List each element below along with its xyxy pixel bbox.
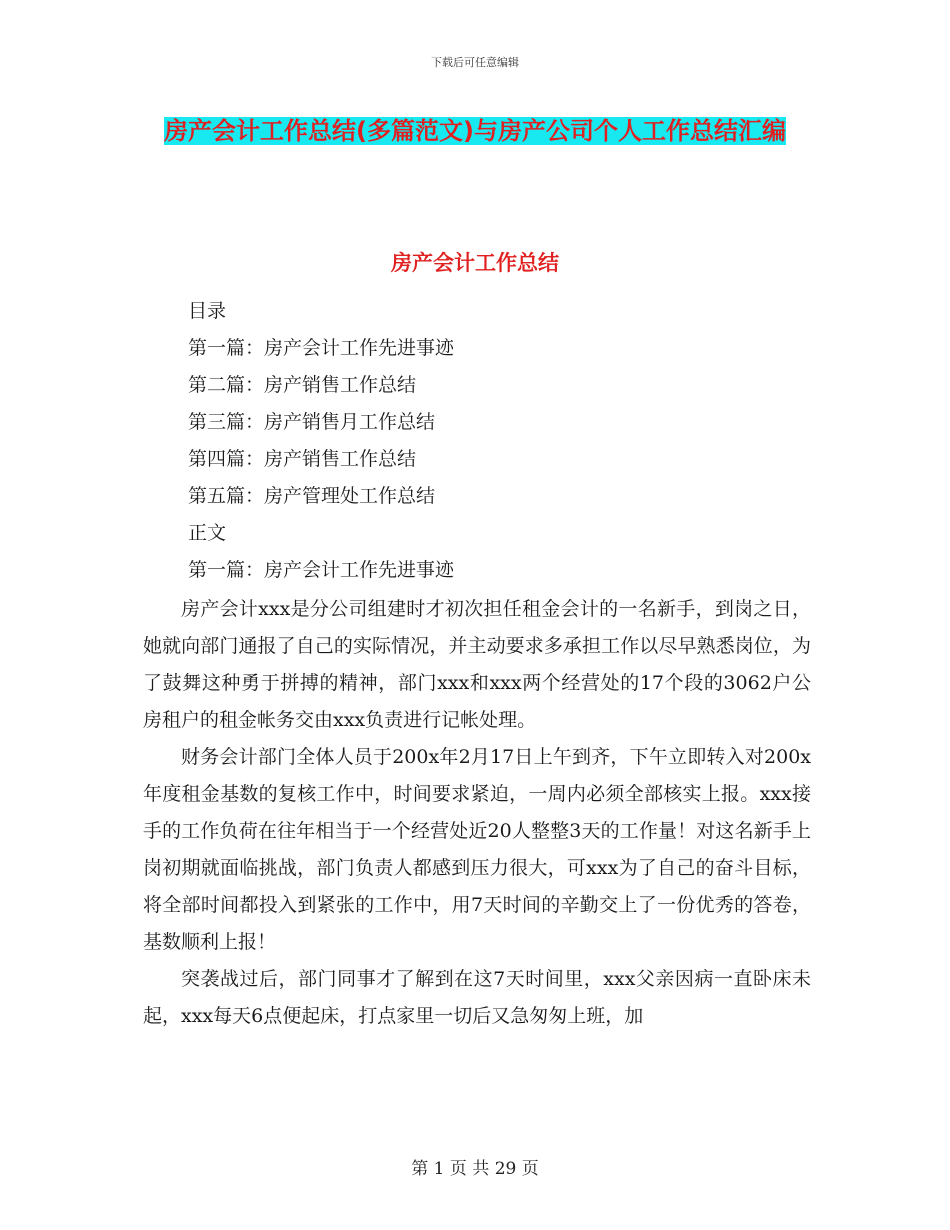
toc-heading: 目录	[188, 300, 227, 322]
toc-item: 第二篇：房产销售工作总结	[188, 374, 417, 396]
body-text	[143, 591, 811, 1035]
document-title-text: 房产会计工作总结(多篇范文)与房产公司个人工作总结汇编	[164, 117, 786, 145]
first-section-heading: 第一篇：房产会计工作先进事迹	[188, 559, 455, 581]
body-heading: 正文	[188, 522, 227, 544]
page-footer: 第 1 页 共 29 页	[411, 1159, 539, 1179]
document-title	[140, 108, 810, 154]
header-note: 下载后可任意编辑	[431, 56, 519, 69]
paragraph: 房产会计xxx是分公司组建时才初次担任租金会计的一名新手，到岗之日，她就向部门通报了自己的实际情况，并主动要求多承担工作以尽早熟悉岗位，为了鼓舞这种勇于拼搏的精神，部门xxx和xxx两个经营处的17个段的3062户公房租户的租金帐务交由xxx负责进行记帐处理。	[143, 598, 811, 731]
paragraph: 财务会计部门全体人员于200x年2月17日上午到齐，下午立即转入对200x年度租金基数的复核工作中，时间要求紧迫，一周内必须全部核实上报。xxx接手的工作负荷在往年相当于一个经营处近20人整整3天的工作量！对这名新手上岗初期就面临挑战，部门负责人都感到压力很大，可xxx为了自己的奋斗目标，将全部时间都投入到紧张的工作中，用7天时间的辛勤交上了一份优秀的答卷，基数顺利上报！	[143, 746, 811, 953]
paragraph: 突袭战过后，部门同事才了解到在这7天时间里，xxx父亲因病一直卧床未起，xxx每天6点便起床，打点家里一切后又急匆匆上班，加	[143, 968, 811, 1027]
toc-item: 第四篇：房产销售工作总结	[188, 448, 417, 470]
toc-item: 第三篇：房产销售月工作总结	[188, 411, 436, 433]
toc-item: 第一篇：房产会计工作先进事迹	[188, 337, 455, 359]
table-of-contents	[188, 293, 828, 589]
toc-item: 第五篇：房产管理处工作总结	[188, 485, 436, 507]
section-title: 房产会计工作总结	[391, 251, 559, 275]
